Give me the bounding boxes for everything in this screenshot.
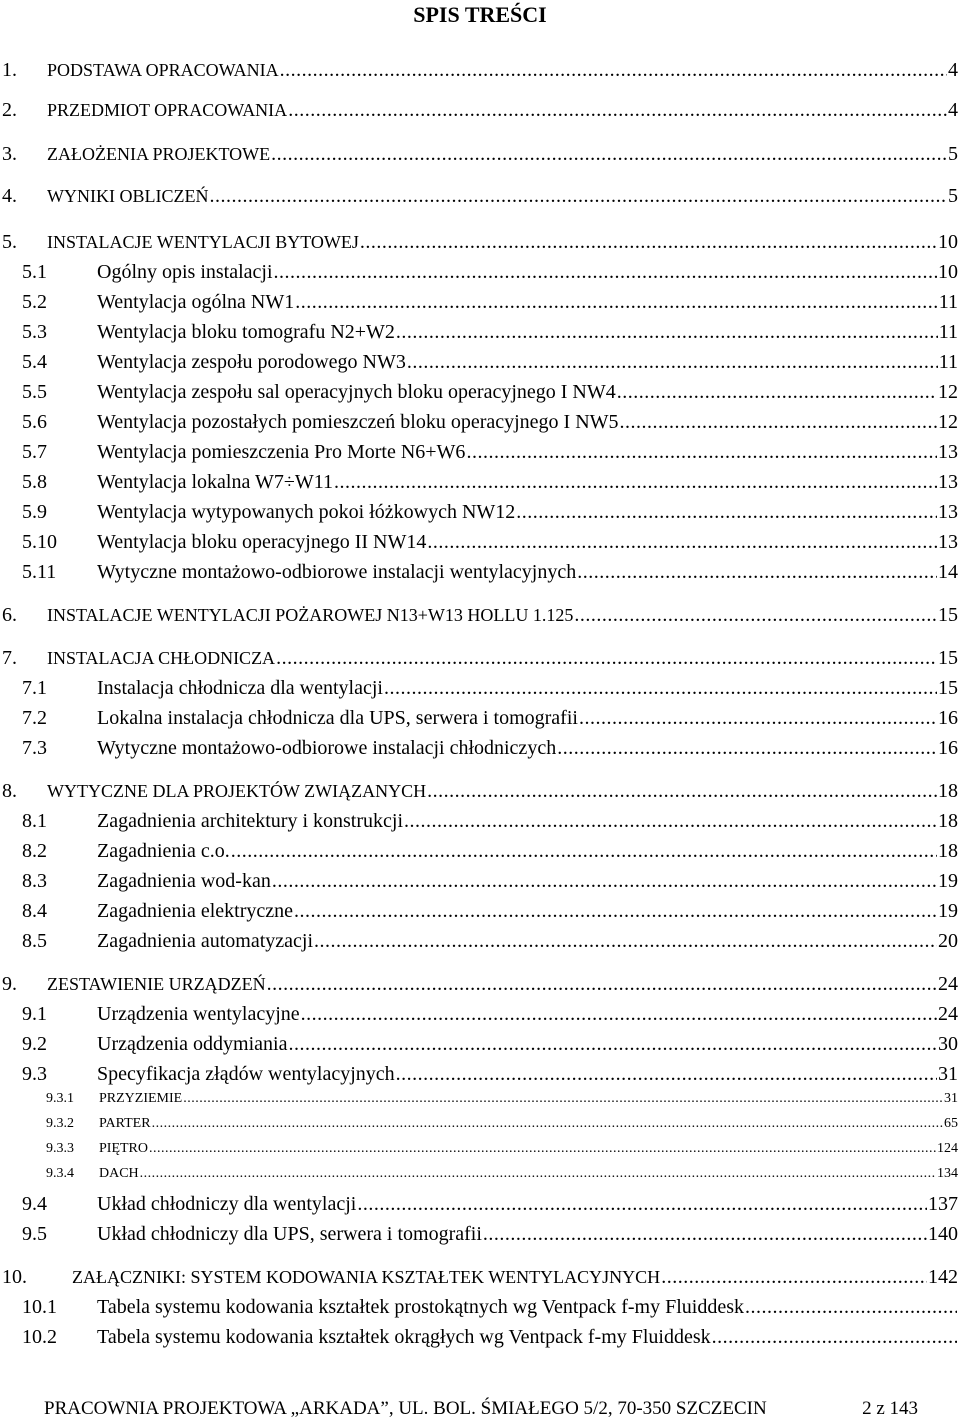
toc-entry-number: 8.2 bbox=[22, 840, 47, 862]
toc-entry-page: 10 bbox=[938, 261, 958, 283]
toc-entry-number: 4. bbox=[2, 185, 17, 207]
toc-dot-leader bbox=[360, 229, 937, 255]
toc-entry-page: 5 bbox=[948, 143, 958, 165]
toc-entry bbox=[0, 1140, 958, 1158]
toc-entry-title: INSTALACJE WENTYLACJI BYTOWEJ bbox=[47, 232, 359, 252]
toc-dot-leader bbox=[712, 1324, 957, 1350]
toc-dot-leader bbox=[483, 1221, 927, 1247]
toc-entry-number: 5.10 bbox=[22, 531, 57, 553]
toc-entry-title: ZAŁOŻENIA PROJEKTOWE bbox=[47, 144, 271, 164]
toc-entry-page: 4 bbox=[948, 99, 958, 121]
toc-entry-title: Wentylacja bloku tomografu N2+W2 bbox=[97, 321, 395, 343]
toc-entry-number: 9.4 bbox=[22, 1193, 47, 1215]
toc-entry-number: 5.2 bbox=[22, 291, 47, 313]
toc-entry-page: 11 bbox=[938, 351, 958, 373]
toc-entry-title: ZAŁĄCZNIKI: SYSTEM KODOWANIA KSZTAŁTEK WENTYLACYJNYCH bbox=[72, 1267, 661, 1287]
toc-dot-leader bbox=[271, 141, 947, 167]
toc-entry-page: 15 bbox=[938, 604, 958, 626]
toc-dot-leader bbox=[574, 602, 937, 628]
toc-entry-number: 7.3 bbox=[22, 737, 47, 759]
toc-entry-page: 16 bbox=[938, 707, 958, 729]
toc-entry-title: Wentylacja wytypowanych pokoi łóżkowych NW12 bbox=[97, 501, 516, 523]
toc-entry-page: 13 bbox=[938, 501, 958, 523]
toc-entry bbox=[0, 499, 958, 525]
toc-entry-title: Wentylacja pomieszczenia Pro Morte N6+W6 bbox=[97, 441, 466, 463]
document-title: SPIS TREŚCI bbox=[413, 2, 547, 27]
toc-entry-title: Zagadnienia elektryczne bbox=[97, 900, 293, 922]
toc-entry-number: 9.2 bbox=[22, 1033, 47, 1055]
toc-dot-leader bbox=[661, 1264, 927, 1290]
toc-entry-number: 3. bbox=[2, 143, 17, 165]
toc-entry-number: 9.3 bbox=[22, 1063, 47, 1085]
toc-entry bbox=[0, 1324, 958, 1350]
toc-entry-page: 13 bbox=[938, 531, 958, 553]
toc-entry-page: 15 bbox=[938, 677, 958, 699]
toc-entry-number: 7.2 bbox=[22, 707, 47, 729]
toc-dot-leader bbox=[396, 319, 938, 345]
toc-entry bbox=[0, 1001, 958, 1027]
toc-entry-title: Instalacja chłodnicza dla wentylacji bbox=[97, 677, 383, 699]
toc-entry-number: 5.11 bbox=[22, 561, 57, 583]
toc-entry-title: WYNIKI OBLICZEŃ bbox=[47, 186, 209, 206]
toc-dot-leader bbox=[557, 735, 937, 761]
toc-entry-title: Wentylacja lokalna W7÷W11 bbox=[97, 471, 333, 493]
toc-dot-leader bbox=[314, 928, 937, 954]
toc-entry-page: 18 bbox=[938, 810, 958, 832]
toc-entry-title: Tabela systemu kodowania kształtek prostokątnych wg Ventpack f-my Fluiddesk bbox=[97, 1296, 744, 1318]
toc-entry-page: 4 bbox=[948, 59, 958, 81]
toc-entry-page: 30 bbox=[938, 1033, 958, 1055]
toc-dot-leader bbox=[152, 1115, 943, 1133]
toc-entry-number: 8.3 bbox=[22, 870, 47, 892]
toc-dot-leader bbox=[427, 778, 937, 804]
toc-entry-title: Wytyczne montażowo-odbiorowe instalacji chłodniczych bbox=[97, 737, 557, 759]
toc-entry-page: 12 bbox=[938, 411, 958, 433]
toc-dot-leader bbox=[149, 1140, 936, 1158]
toc-entry bbox=[0, 1191, 958, 1217]
toc-entry bbox=[0, 778, 958, 804]
toc-entry-title: WYTYCZNE DLA PROJEKTÓW ZWIĄZANYCH bbox=[47, 781, 427, 801]
toc-entry-number: 9.3.1 bbox=[46, 1091, 74, 1106]
toc-entry bbox=[0, 705, 958, 731]
footer-page-number: 2 z 143 bbox=[862, 1398, 918, 1419]
toc-dot-leader bbox=[427, 529, 937, 555]
toc-entry bbox=[0, 602, 958, 628]
toc-entry bbox=[0, 928, 958, 954]
toc-entry-page: 134 bbox=[937, 1166, 958, 1181]
toc-entry bbox=[0, 469, 958, 495]
toc-entry bbox=[0, 183, 958, 209]
toc-dot-leader bbox=[745, 1294, 957, 1320]
toc-entry-page: 24 bbox=[938, 1003, 958, 1025]
toc-entry-title: Lokalna instalacja chłodnicza dla UPS, serwera i tomografii bbox=[97, 707, 578, 729]
toc-dot-leader bbox=[295, 289, 938, 315]
toc-entry-title: INSTALACJA CHŁODNICZA bbox=[47, 648, 276, 668]
toc-entry-page: 124 bbox=[937, 1141, 958, 1156]
toc-entry bbox=[0, 141, 958, 167]
toc-dot-leader bbox=[272, 868, 937, 894]
toc-entry-number: 5.8 bbox=[22, 471, 47, 493]
toc-entry-title: Tabela systemu kodowania kształtek okrągłych wg Ventpack f-my Fluiddesk bbox=[97, 1326, 711, 1348]
toc-entry-title: Wentylacja zespołu porodowego NW3 bbox=[97, 351, 406, 373]
toc-entry-page: 19 bbox=[938, 900, 958, 922]
toc-entry bbox=[0, 439, 958, 465]
toc-entry-title: Wentylacja zespołu sal operacyjnych bloku operacyjnego I NW4 bbox=[97, 381, 616, 403]
toc-dot-leader bbox=[617, 379, 937, 405]
toc-dot-leader bbox=[288, 1031, 937, 1057]
toc-entry-page: 31 bbox=[938, 1063, 958, 1085]
toc-entry bbox=[0, 1264, 958, 1290]
toc-entry-page: 13 bbox=[938, 471, 958, 493]
toc-entry-page: 31 bbox=[944, 1091, 958, 1106]
toc-entry-title: INSTALACJE WENTYLACJI POŻAROWEJ N13+W13 HOLLU 1.125 bbox=[47, 605, 574, 625]
footer-company: PRACOWNIA PROJEKTOWA „ARKADA”, UL. BOL. ŚMIAŁEGO 5/2, 70-350 SZCZECIN bbox=[44, 1398, 767, 1419]
toc-entry-title: Zagadnienia c.o. bbox=[97, 840, 230, 862]
toc-entry-page: 11 bbox=[938, 291, 958, 313]
toc-entry bbox=[0, 675, 958, 701]
toc-entry-number: 5.4 bbox=[22, 351, 47, 373]
toc-entry-page: 14 bbox=[938, 561, 958, 583]
toc-entry-page: 18 bbox=[938, 840, 958, 862]
toc-entry-number: 10.1 bbox=[22, 1296, 57, 1318]
toc-entry-page: 18 bbox=[938, 780, 958, 802]
toc-entry-title: Wentylacja pozostałych pomieszczeń bloku operacyjnego I NW5 bbox=[97, 411, 619, 433]
toc-entry-page: 10 bbox=[938, 231, 958, 253]
toc-entry-number: 5.3 bbox=[22, 321, 47, 343]
toc-entry-title: ZESTAWIENIE URZĄDZEŃ bbox=[47, 974, 266, 994]
toc-entry-number: 8.4 bbox=[22, 900, 47, 922]
toc-entry-number: 5. bbox=[2, 231, 17, 253]
toc-dot-leader bbox=[620, 409, 937, 435]
toc-entry bbox=[0, 838, 958, 864]
toc-entry-number: 5.5 bbox=[22, 381, 47, 403]
toc-entry-page: 65 bbox=[944, 1116, 958, 1131]
toc-entry bbox=[0, 259, 958, 285]
toc-entry bbox=[0, 57, 958, 83]
toc-entry-page: 12 bbox=[938, 381, 958, 403]
toc-dot-leader bbox=[334, 469, 937, 495]
toc-dot-leader bbox=[267, 971, 937, 997]
toc-entry-number: 7.1 bbox=[22, 677, 47, 699]
toc-entry bbox=[0, 1294, 958, 1320]
toc-entry-number: 8.1 bbox=[22, 810, 47, 832]
toc-entry-number: 6. bbox=[2, 604, 17, 626]
toc-entry-title: Zagadnienia automatyzacji bbox=[97, 930, 314, 952]
toc-entry bbox=[0, 529, 958, 555]
toc-entry-number: 5.7 bbox=[22, 441, 47, 463]
toc-entry-number: 10. bbox=[2, 1266, 27, 1288]
toc-entry bbox=[0, 1061, 958, 1087]
toc-entry bbox=[0, 349, 958, 375]
toc-entry-number: 9. bbox=[2, 973, 17, 995]
toc-entry-title: Ogólny opis instalacji bbox=[97, 261, 273, 283]
toc-dot-leader bbox=[276, 645, 937, 671]
toc-entry-title: PARTER bbox=[99, 1116, 151, 1131]
toc-entry bbox=[0, 409, 958, 435]
toc-entry-page: 19 bbox=[938, 870, 958, 892]
toc-entry-number: 8. bbox=[2, 780, 17, 802]
toc-entry-title: Wentylacja bloku operacyjnego II NW14 bbox=[97, 531, 427, 553]
toc-entry-title: DACH bbox=[99, 1166, 139, 1181]
toc-entry-title: Wentylacja ogólna NW1 bbox=[97, 291, 295, 313]
toc-entry-title: PODSTAWA OPRACOWANIA bbox=[47, 60, 279, 80]
toc-entry-number: 9.3.2 bbox=[46, 1116, 74, 1131]
toc-entry-page: 24 bbox=[938, 973, 958, 995]
toc-entry bbox=[0, 1090, 958, 1108]
toc-entry bbox=[0, 1031, 958, 1057]
toc-entry-number: 7. bbox=[2, 647, 17, 669]
toc-entry-number: 8.5 bbox=[22, 930, 47, 952]
toc-entry-page: 11 bbox=[938, 321, 958, 343]
toc-dot-leader bbox=[209, 183, 947, 209]
toc-dot-leader bbox=[231, 838, 937, 864]
toc-entry-page: 137 bbox=[928, 1193, 958, 1215]
toc-entry bbox=[0, 97, 958, 123]
toc-entry bbox=[0, 808, 958, 834]
toc-entry bbox=[0, 1115, 958, 1133]
toc-entry-title: Zagadnienia architektury i konstrukcji bbox=[97, 810, 404, 832]
toc-entry-number: 9.3.4 bbox=[46, 1166, 74, 1181]
toc-entry bbox=[0, 1165, 958, 1183]
toc-entry-page: 142 bbox=[928, 1266, 958, 1288]
toc-entry-page: 16 bbox=[938, 737, 958, 759]
toc-entry-number: 2. bbox=[2, 99, 17, 121]
toc-dot-leader bbox=[280, 57, 947, 83]
toc-entry-title: Urządzenia wentylacyjne bbox=[97, 1003, 300, 1025]
toc-entry bbox=[0, 735, 958, 761]
toc-entry-title: Specyfikacja złądów wentylacyjnych bbox=[97, 1063, 395, 1085]
toc-entry bbox=[0, 645, 958, 671]
toc-entry bbox=[0, 289, 958, 315]
toc-dot-leader bbox=[140, 1165, 936, 1183]
toc-dot-leader bbox=[384, 675, 937, 701]
toc-dot-leader bbox=[396, 1061, 937, 1087]
toc-entry-title: PRZEDMIOT OPRACOWANIA bbox=[47, 100, 288, 120]
toc-entry bbox=[0, 319, 958, 345]
toc-dot-leader bbox=[466, 439, 937, 465]
toc-entry-title: Zagadnienia wod-kan bbox=[97, 870, 271, 892]
toc-dot-leader bbox=[183, 1090, 943, 1108]
toc-entry-title: Wytyczne montażowo-odbiorowe instalacji wentylacyjnych bbox=[97, 561, 577, 583]
toc-entry-title: Urządzenia oddymiania bbox=[97, 1033, 288, 1055]
toc-entry-number: 5.1 bbox=[22, 261, 47, 283]
toc-entry-title: Układ chłodniczy dla UPS, serwera i tomografii bbox=[97, 1223, 482, 1245]
toc-entry-number: 10.2 bbox=[22, 1326, 57, 1348]
toc-entry-number: 9.5 bbox=[22, 1223, 47, 1245]
toc-dot-leader bbox=[274, 259, 937, 285]
toc-dot-leader bbox=[579, 705, 937, 731]
toc-entry-number: 5.6 bbox=[22, 411, 47, 433]
toc-entry-page: 140 bbox=[928, 1223, 958, 1245]
toc-entry-page: 20 bbox=[938, 930, 958, 952]
toc-entry-title: Układ chłodniczy dla wentylacji bbox=[97, 1193, 357, 1215]
toc-entry-number: 9.3.3 bbox=[46, 1141, 74, 1156]
toc-dot-leader bbox=[577, 559, 937, 585]
toc-dot-leader bbox=[301, 1001, 937, 1027]
toc-entry-page: 5 bbox=[948, 185, 958, 207]
toc-entry bbox=[0, 1221, 958, 1247]
toc-entry bbox=[0, 971, 958, 997]
toc-entry-page: 15 bbox=[938, 647, 958, 669]
toc-dot-leader bbox=[516, 499, 937, 525]
toc-entry-title: PIĘTRO bbox=[99, 1141, 148, 1156]
toc-entry-number: 5.9 bbox=[22, 501, 47, 523]
toc-entry-title: PRZYZIEMIE bbox=[99, 1091, 183, 1106]
toc-entry bbox=[0, 559, 958, 585]
toc-entry-number: 9.1 bbox=[22, 1003, 47, 1025]
toc-dot-leader bbox=[404, 808, 937, 834]
toc-dot-leader bbox=[407, 349, 938, 375]
toc-entry bbox=[0, 868, 958, 894]
toc-dot-leader bbox=[288, 97, 947, 123]
toc-dot-leader bbox=[294, 898, 937, 924]
toc-entry bbox=[0, 898, 958, 924]
toc-entry bbox=[0, 229, 958, 255]
toc-dot-leader bbox=[357, 1191, 927, 1217]
toc-entry-number: 1. bbox=[2, 59, 17, 81]
toc-entry-page: 13 bbox=[938, 441, 958, 463]
toc-entry bbox=[0, 379, 958, 405]
